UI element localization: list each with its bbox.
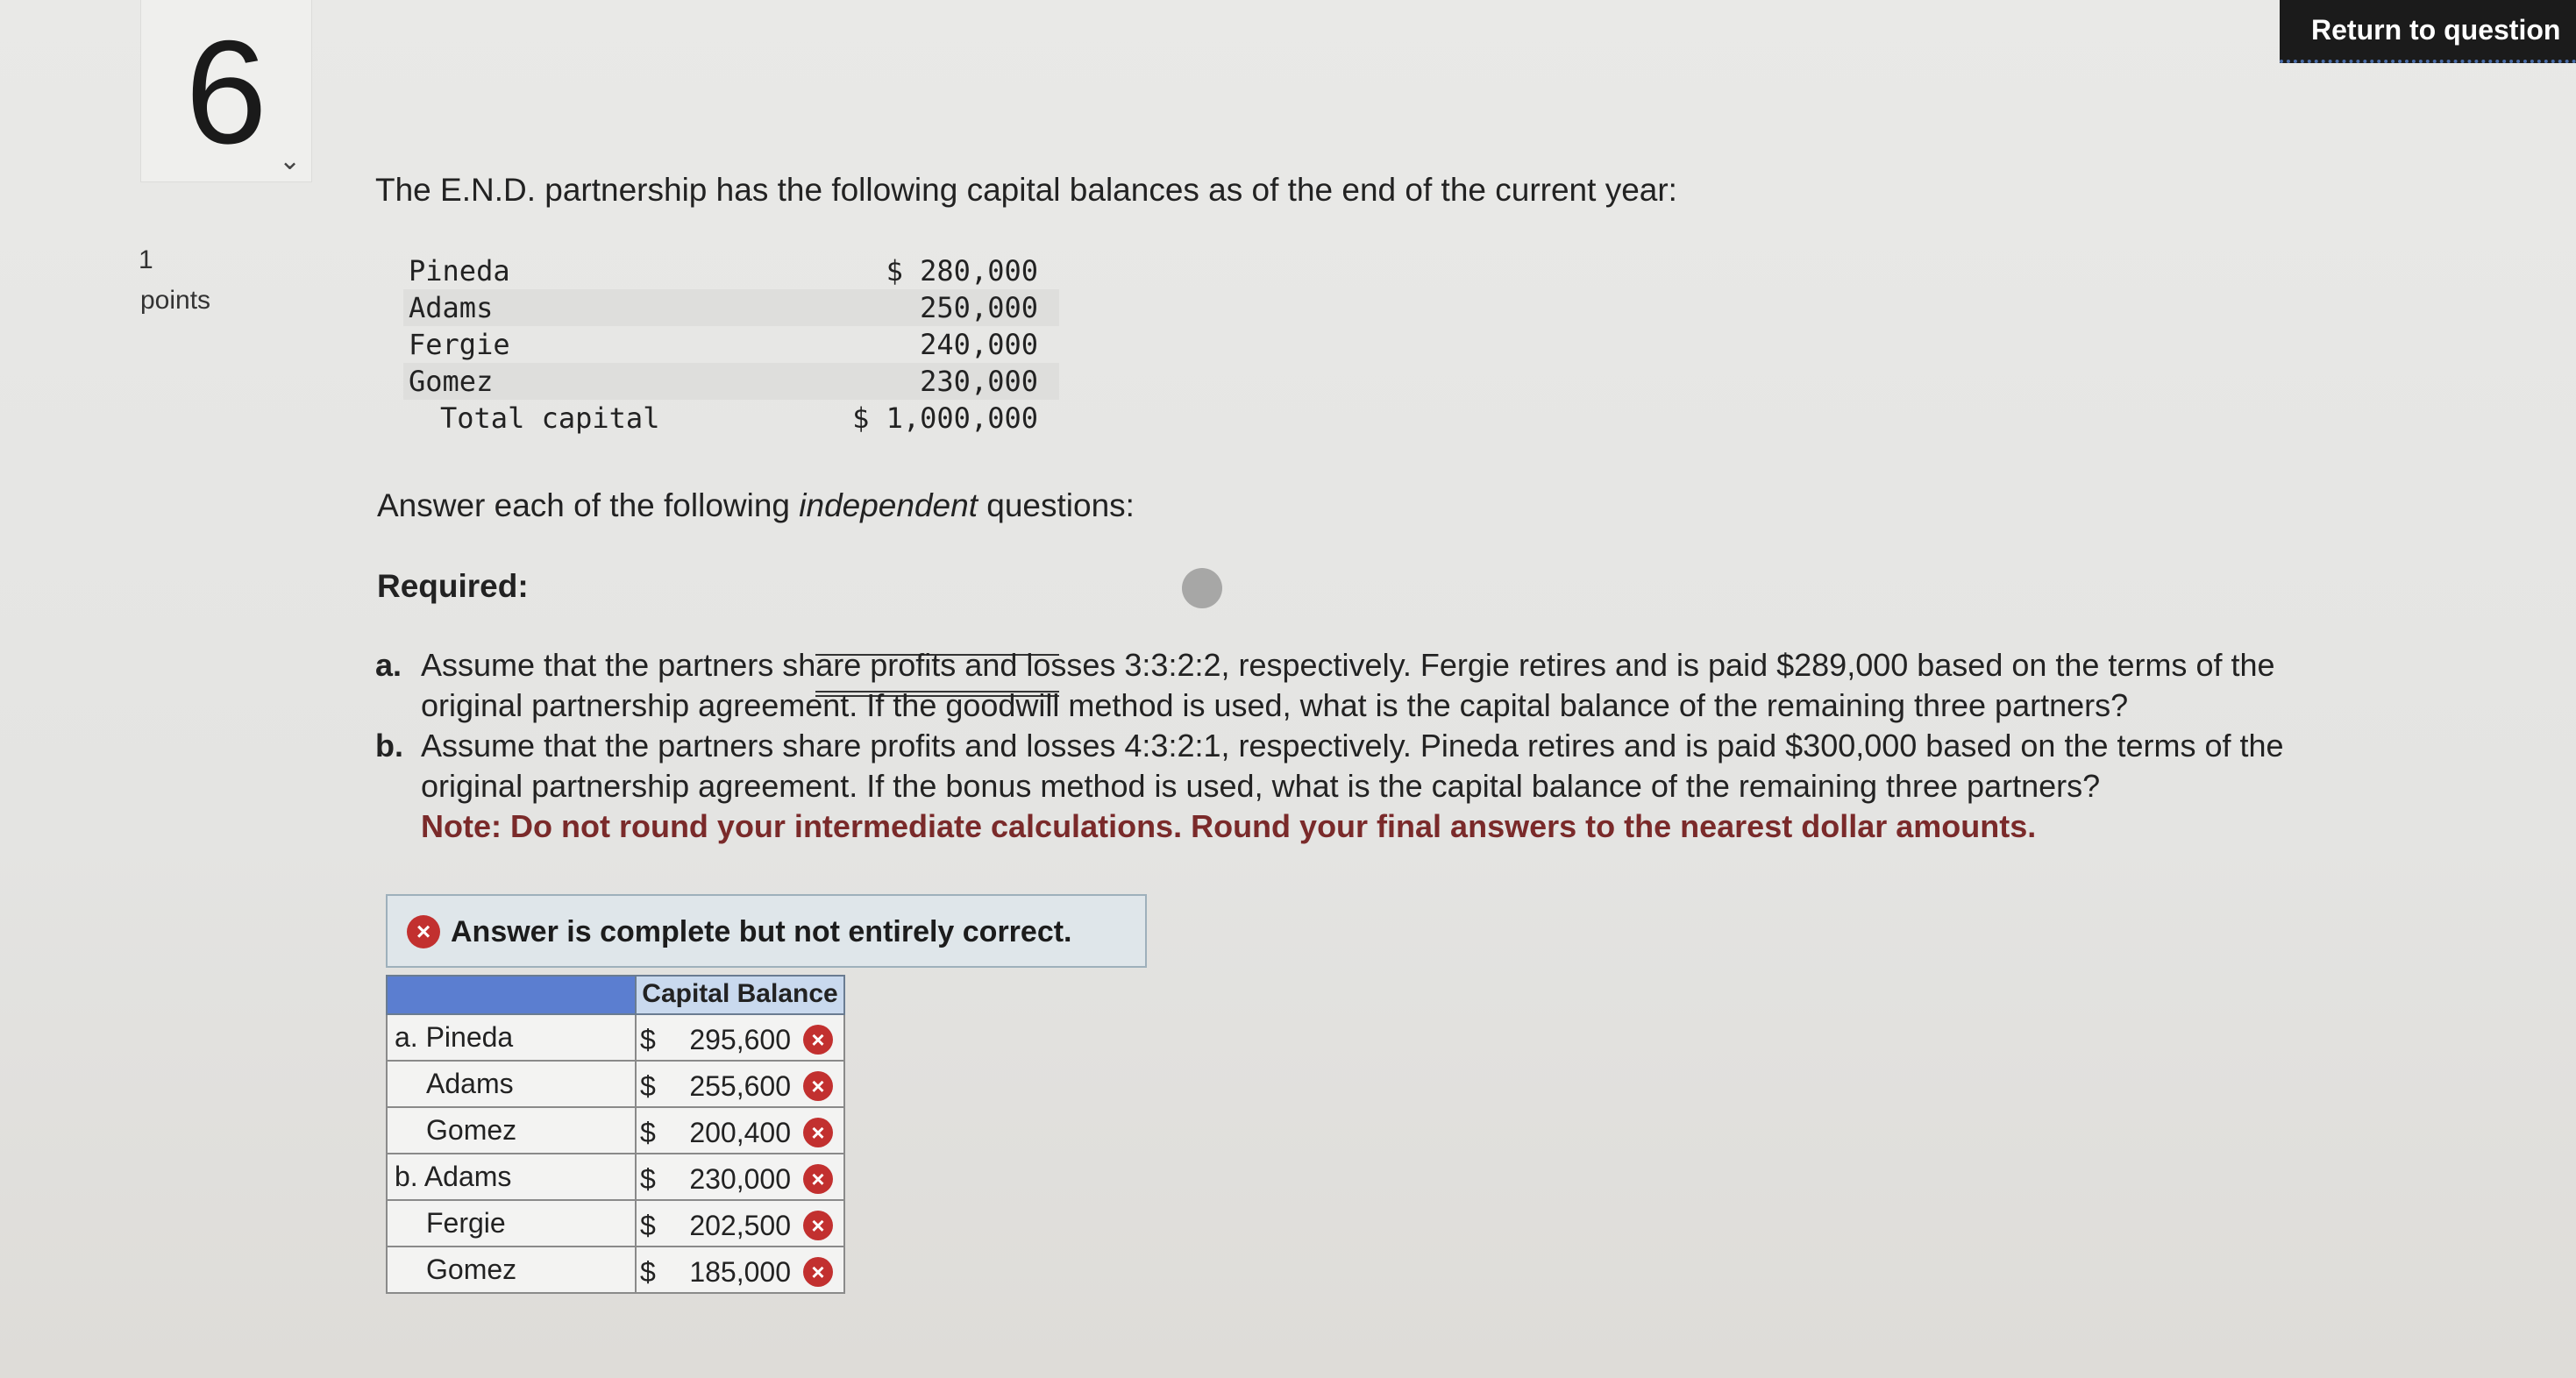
requirement-b: [375, 726, 2339, 806]
error-x-icon: ×: [407, 915, 440, 948]
answer-value[interactable]: 185,000: [689, 1256, 791, 1288]
capital-row: [403, 326, 1059, 363]
required-heading: Required:: [377, 568, 529, 604]
capital-row: [403, 363, 1059, 400]
row-label: Gomez: [426, 1254, 517, 1285]
answer-input-cell[interactable]: [636, 1014, 844, 1061]
partner-name: Pineda: [409, 254, 510, 288]
row-label-cell: [387, 1014, 636, 1061]
capital-row: [403, 252, 1059, 289]
row-label-cell: [387, 1061, 636, 1107]
row-label-cell: [387, 1107, 636, 1154]
answer-input-cell[interactable]: [636, 1107, 844, 1154]
partner-amount: 240,000: [920, 328, 1038, 361]
currency-sign: $: [640, 1256, 656, 1288]
currency-sign: $: [640, 1070, 656, 1102]
answer-table: [386, 975, 845, 1294]
question-number: 6: [185, 10, 267, 174]
currency-sign: $: [640, 1117, 656, 1148]
status-text: Answer is complete but not entirely correct.: [451, 915, 1072, 948]
partner-amount: $ 280,000: [886, 254, 1038, 288]
instructions-italic: independent: [799, 487, 978, 523]
instructions-pre: Answer each of the following: [377, 487, 800, 523]
return-to-question-button[interactable]: Return to question: [2280, 0, 2576, 63]
partner-amount: 250,000: [920, 291, 1038, 324]
incorrect-x-icon: ×: [803, 1071, 833, 1101]
row-label: Fergie: [426, 1207, 506, 1239]
table-row: [387, 1154, 844, 1200]
currency-sign: $: [640, 1163, 656, 1195]
total-label: Total capital: [440, 401, 660, 435]
table-row: [387, 1247, 844, 1293]
row-label: Adams: [426, 1068, 514, 1099]
points-value: 1: [139, 245, 153, 274]
row-label: Gomez: [426, 1114, 517, 1146]
answer-status-banner: [386, 894, 1147, 968]
requirement-a: [375, 645, 2339, 726]
instructions-text: [377, 487, 1135, 524]
currency-sign: $: [640, 1024, 656, 1055]
answer-input-cell[interactable]: [636, 1200, 844, 1247]
requirement-text: Assume that the partners share profits and losses 3:3:2:2, respectively. Fergie retires and is paid $289,000 based on the terms of the original partnership agreement. If the goodwill method is used, what is the capital balance of the remaining three partners?: [421, 647, 2275, 723]
answer-value[interactable]: 295,600: [689, 1024, 791, 1055]
header-capital-balance: Capital Balance: [636, 976, 844, 1014]
answer-value[interactable]: 255,600: [689, 1070, 791, 1102]
row-label-cell: [387, 1200, 636, 1247]
answer-value[interactable]: 202,500: [689, 1210, 791, 1241]
table-row: [387, 1061, 844, 1107]
answer-value[interactable]: 200,400: [689, 1117, 791, 1148]
intro-text: The E.N.D. partnership has the following capital balances as of the end of the current year:: [375, 172, 1677, 208]
capital-row: [403, 289, 1059, 326]
table-row: [387, 1014, 844, 1061]
answer-input-cell[interactable]: [636, 1247, 844, 1293]
partner-name: Fergie: [409, 328, 510, 361]
row-label: a. Pineda: [395, 1021, 514, 1053]
total-amount: $ 1,000,000: [852, 401, 1038, 435]
instructions-post: questions:: [977, 487, 1135, 523]
incorrect-x-icon: ×: [803, 1211, 833, 1240]
partner-amount: 230,000: [920, 365, 1038, 398]
answer-input-cell[interactable]: [636, 1154, 844, 1200]
incorrect-x-icon: ×: [803, 1164, 833, 1194]
requirement-letter: b.: [375, 728, 403, 764]
row-label: b. Adams: [395, 1161, 512, 1192]
capital-balances-table: [403, 252, 1059, 437]
requirement-letter: a.: [375, 647, 402, 683]
row-label-cell: [387, 1154, 636, 1200]
table-row: [387, 1200, 844, 1247]
incorrect-x-icon: ×: [803, 1118, 833, 1147]
answer-input-cell[interactable]: [636, 1061, 844, 1107]
capital-total-row: [403, 400, 1059, 437]
requirements-list: [375, 645, 2339, 847]
requirement-text: Assume that the partners share profits and losses 4:3:2:1, respectively. Pineda retires and is paid $300,000 based on the terms of the original partnership agreement. If the bonus method is used, what is the capital balance of the remaining three partners?: [421, 728, 2284, 804]
currency-sign: $: [640, 1210, 656, 1241]
partner-name: Adams: [409, 291, 494, 324]
cursor-dot: [1182, 568, 1222, 608]
answer-table-header: [387, 976, 844, 1014]
table-row: [387, 1107, 844, 1154]
chevron-down-icon[interactable]: ⌄: [279, 146, 302, 175]
incorrect-x-icon: ×: [803, 1257, 833, 1287]
answer-value[interactable]: 230,000: [689, 1163, 791, 1195]
header-blank-cell: [387, 976, 636, 1014]
partner-name: Gomez: [409, 365, 494, 398]
rounding-note: Note: Do not round your intermediate calculations. Round your final answers to the nearest dollar amounts.: [421, 808, 2037, 844]
row-label-cell: [387, 1247, 636, 1293]
incorrect-x-icon: ×: [803, 1025, 833, 1055]
points-label: points: [140, 286, 211, 315]
